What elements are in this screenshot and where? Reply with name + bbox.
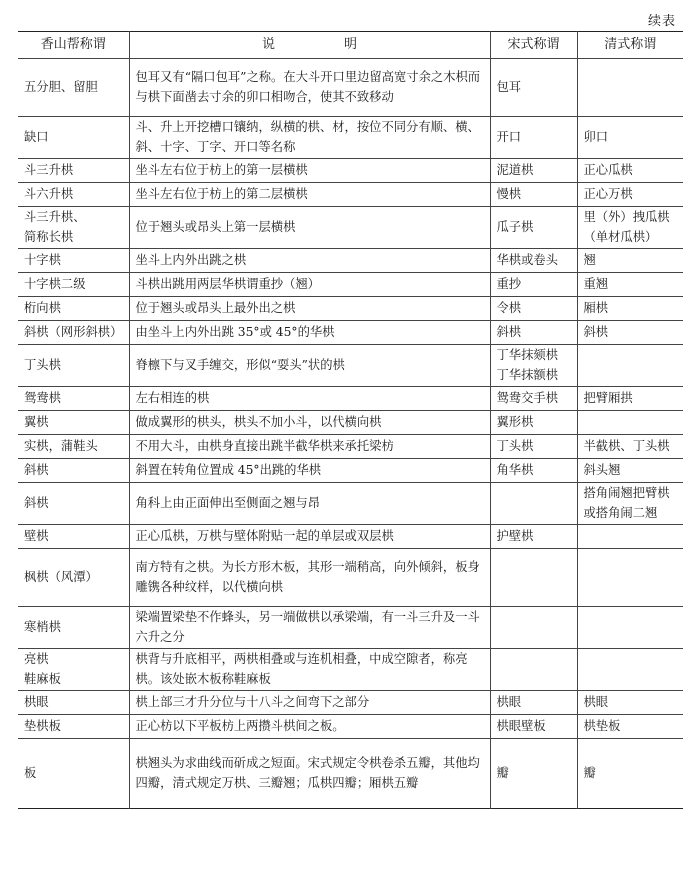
cell-xiangshan-name: 鸳鸯栱 <box>18 387 129 411</box>
cell-xiangshan-name: 桁向栱 <box>18 297 129 321</box>
cell-song-name: 护壁栱 <box>490 525 577 549</box>
table-row <box>18 435 683 459</box>
cell-qing-name: 正心万栱 <box>577 183 683 207</box>
cell-xiangshan-name: 斗六升栱 <box>18 183 129 207</box>
header-description: 说 明 <box>129 32 490 59</box>
cell-qing-name <box>577 59 683 117</box>
cell-xiangshan-name: 斜栱 <box>18 483 129 525</box>
cell-song-name: 令栱 <box>490 297 577 321</box>
cell-qing-name: 把臂厢拱 <box>577 387 683 411</box>
cell-xiangshan-name: 寒梢栱 <box>18 607 129 649</box>
cell-description: 做成翼形的栱头，栱头不加小斗，以代横向栱 <box>129 411 490 435</box>
cell-description: 坐斗左右位于枋上的第一层横栱 <box>129 159 490 183</box>
cell-description: 南方特有之栱。为长方形木板，其形一端稍高，向外倾斜，板身雕镌各种纹样，以代横向栱 <box>129 549 490 607</box>
cell-song-name: 华栱或卷头 <box>490 249 577 273</box>
cell-description: 包耳又有“隔口包耳”之称。在大斗开口里边留高宽寸余之木枳而与栱下面凿去寸余的卯口相吻合，使其不致移动 <box>129 59 490 117</box>
cell-qing-name <box>577 411 683 435</box>
table-row <box>18 273 683 297</box>
table-row <box>18 59 683 117</box>
cell-song-name: 重抄 <box>490 273 577 297</box>
cell-song-name: 翼形栱 <box>490 411 577 435</box>
cell-xiangshan-name: 壁栱 <box>18 525 129 549</box>
cell-qing-name: 瓣 <box>577 739 683 809</box>
table-header-row <box>18 32 683 59</box>
table-row <box>18 483 683 525</box>
cell-song-name <box>490 483 577 525</box>
cell-song-name: 瓣 <box>490 739 577 809</box>
cell-song-name: 角华栱 <box>490 459 577 483</box>
table-row <box>18 739 683 809</box>
table-row <box>18 183 683 207</box>
table-row <box>18 549 683 607</box>
continued-label: 续表 <box>647 14 676 29</box>
table-row <box>18 691 683 715</box>
cell-qing-name <box>577 525 683 549</box>
cell-song-name: 包耳 <box>490 59 577 117</box>
cell-song-name <box>490 607 577 649</box>
table-row <box>18 249 683 273</box>
cell-description: 斜置在转角位置成 45°出跳的华栱 <box>129 459 490 483</box>
cell-qing-name <box>577 345 683 387</box>
header-xiangshan: 香山帮称谓 <box>18 32 129 59</box>
table-row <box>18 345 683 387</box>
cell-xiangshan-name: 斗三升栱 <box>18 159 129 183</box>
cell-xiangshan-name: 丁头栱 <box>18 345 129 387</box>
cell-qing-name: 翘 <box>577 249 683 273</box>
cell-xiangshan-name: 亮栱 鞋麻板 <box>18 649 129 691</box>
cell-song-name: 丁头栱 <box>490 435 577 459</box>
cell-description: 角科上由正面伸出至侧面之翘与昂 <box>129 483 490 525</box>
table-row <box>18 387 683 411</box>
cell-xiangshan-name: 斜栱（网形斜栱） <box>18 321 129 345</box>
table-row <box>18 159 683 183</box>
cell-description: 栱翘头为求曲线而斫成之短面。宋式规定令栱卷杀五瓣，其他均四瓣，清式规定万栱、三瓣翘；瓜栱四瓣；厢栱五瓣 <box>129 739 490 809</box>
cell-song-name: 瓜子栱 <box>490 207 577 249</box>
cell-xiangshan-name: 栱眼 <box>18 691 129 715</box>
cell-song-name: 栱眼壁板 <box>490 715 577 739</box>
cell-description: 栱上部三才升分位与十八斗之间弯下之部分 <box>129 691 490 715</box>
cell-qing-name: 斜栱 <box>577 321 683 345</box>
cell-song-name: 栱眼 <box>490 691 577 715</box>
cell-description: 斗、升上开挖槽口镶纳，纵横的栱、材，按位不同分有顺、横、斜、十字、丁字、开口等名称 <box>129 117 490 159</box>
header-song: 宋式称谓 <box>490 32 577 59</box>
table-row <box>18 321 683 345</box>
table-row <box>18 459 683 483</box>
table-body <box>18 59 683 809</box>
cell-qing-name: 栱垫板 <box>577 715 683 739</box>
cell-description: 梁端置梁垫不作蜂头，另一端做栱以承梁端，有一斗三升及一斗六升之分 <box>129 607 490 649</box>
cell-qing-name: 栱眼 <box>577 691 683 715</box>
cell-description: 脊檩下与叉手缠交，形似“耍头”状的栱 <box>129 345 490 387</box>
cell-xiangshan-name: 翼栱 <box>18 411 129 435</box>
cell-qing-name: 半截栱、丁头栱 <box>577 435 683 459</box>
cell-song-name: 慢栱 <box>490 183 577 207</box>
table-row <box>18 207 683 249</box>
cell-xiangshan-name: 五分胆、留胆 <box>18 59 129 117</box>
table-row <box>18 525 683 549</box>
cell-qing-name: 斜头翘 <box>577 459 683 483</box>
table-row <box>18 607 683 649</box>
terminology-table <box>18 31 683 809</box>
cell-qing-name: 正心瓜栱 <box>577 159 683 183</box>
cell-qing-name: 搭角闹翘把臂栱 或搭角闹二翘 <box>577 483 683 525</box>
cell-xiangshan-name: 枫栱（风潭） <box>18 549 129 607</box>
cell-qing-name <box>577 549 683 607</box>
cell-xiangshan-name: 缺口 <box>18 117 129 159</box>
cell-xiangshan-name: 斜栱 <box>18 459 129 483</box>
table-row <box>18 411 683 435</box>
cell-xiangshan-name: 十字栱二级 <box>18 273 129 297</box>
cell-description: 栱背与升底相平，两栱相叠或与连机相叠，中成空隙者，称亮栱。该处嵌木板称鞋麻板 <box>129 649 490 691</box>
cell-xiangshan-name: 垫栱板 <box>18 715 129 739</box>
cell-song-name: 鸳鸯交手栱 <box>490 387 577 411</box>
cell-xiangshan-name: 斗三升栱、 简称长栱 <box>18 207 129 249</box>
cell-xiangshan-name: 实栱，蒲鞋头 <box>18 435 129 459</box>
header-qing: 清式称谓 <box>577 32 683 59</box>
cell-description: 坐斗上内外出跳之栱 <box>129 249 490 273</box>
cell-description: 不用大斗，由栱身直接出跳半截华栱来承托梁枋 <box>129 435 490 459</box>
cell-description: 坐斗左右位于枋上的第二层横栱 <box>129 183 490 207</box>
cell-song-name: 开口 <box>490 117 577 159</box>
cell-description: 左右相连的栱 <box>129 387 490 411</box>
cell-description: 位于翘头或昂头上最外出之栱 <box>129 297 490 321</box>
table-row <box>18 649 683 691</box>
cell-song-name <box>490 649 577 691</box>
cell-qing-name: 厢栱 <box>577 297 683 321</box>
cell-xiangshan-name: 十字栱 <box>18 249 129 273</box>
cell-qing-name: 里（外）拽瓜栱 （单材瓜栱） <box>577 207 683 249</box>
table-row <box>18 297 683 321</box>
cell-description: 位于翘头或昂头上第一层横栱 <box>129 207 490 249</box>
cell-xiangshan-name: 板 <box>18 739 129 809</box>
cell-qing-name <box>577 649 683 691</box>
cell-qing-name <box>577 607 683 649</box>
cell-description: 正心枋以下平板枋上两攒斗栱间之板。 <box>129 715 490 739</box>
cell-qing-name: 重翘 <box>577 273 683 297</box>
cell-qing-name: 卯口 <box>577 117 683 159</box>
cell-song-name: 丁华抹颏栱 丁华抹额栱 <box>490 345 577 387</box>
cell-description: 正心瓜栱，万栱与壁体附贴一起的单层或双层栱 <box>129 525 490 549</box>
cell-description: 由坐斗上内外出跳 35°或 45°的华栱 <box>129 321 490 345</box>
table-row <box>18 117 683 159</box>
cell-song-name: 斜栱 <box>490 321 577 345</box>
cell-description: 斗栱出跳用两层华栱谓重抄（翘） <box>129 273 490 297</box>
table-row <box>18 715 683 739</box>
cell-song-name: 泥道栱 <box>490 159 577 183</box>
cell-song-name <box>490 549 577 607</box>
